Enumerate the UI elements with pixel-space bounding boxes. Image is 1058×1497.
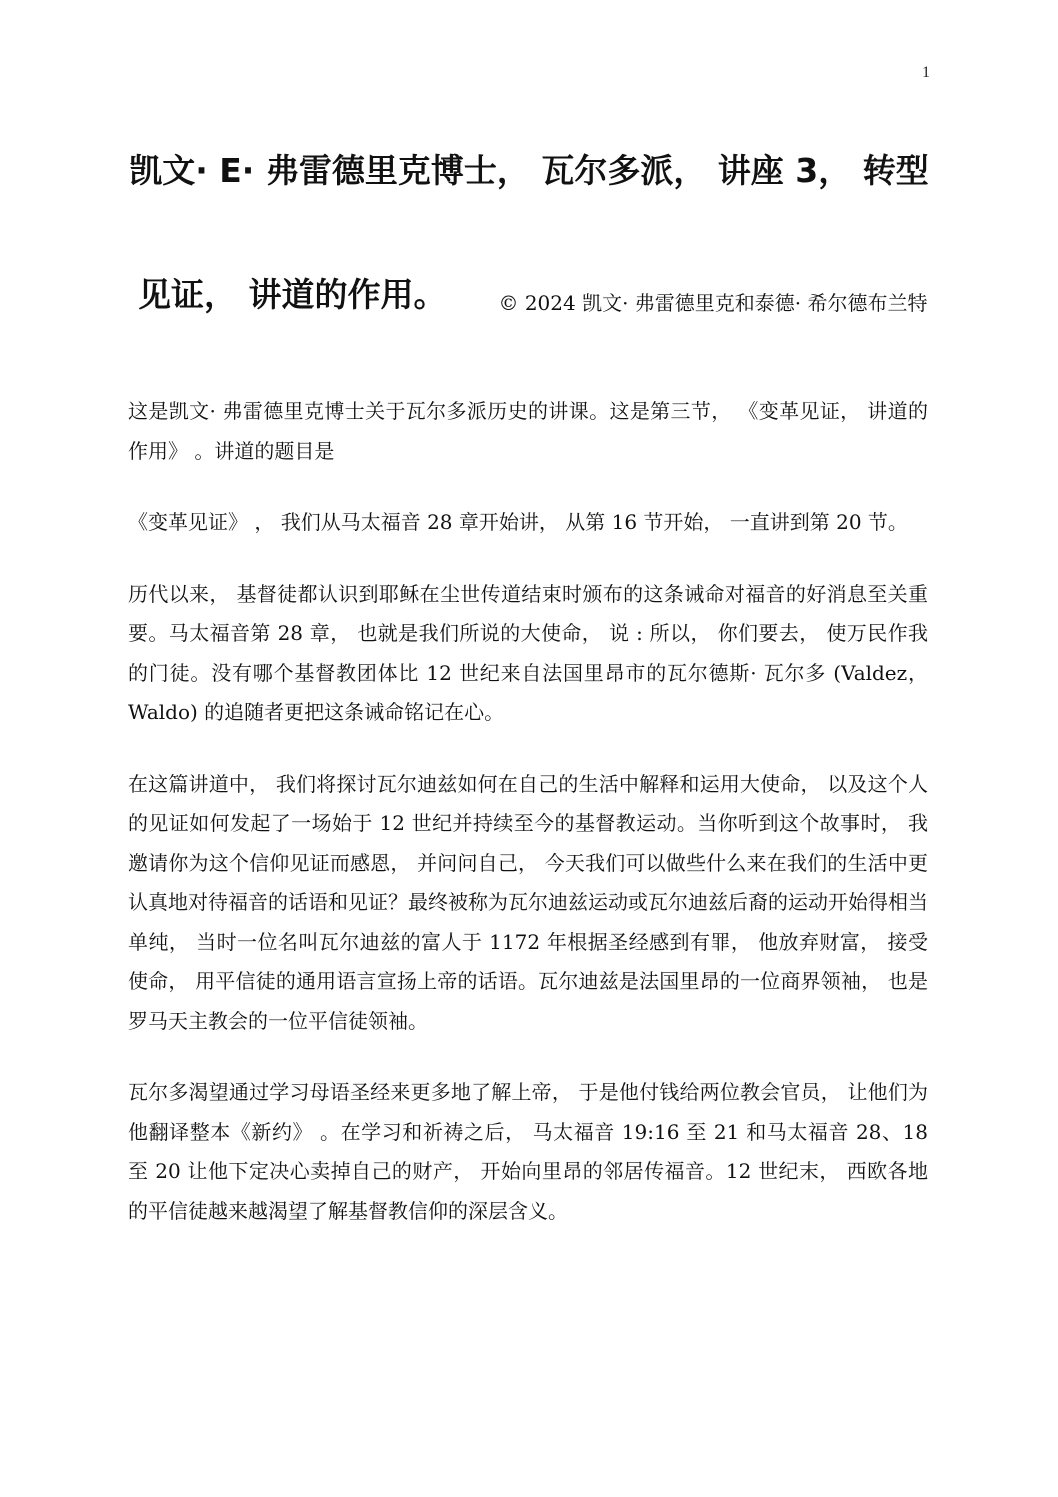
subtitle-row [138, 270, 928, 370]
document-subtitle: 见证， 讲道的作用。 [138, 275, 447, 314]
document-title: 凯文· E· 弗雷德里克博士， 瓦尔多派， 讲座 3， 转型 [129, 151, 929, 190]
paragraph-intro: 这是凯文· 弗雷德里克博士关于瓦尔多派历史的讲课。这是第三节， 《变革见证， 讲道的作用》 。讲道的题目是 [128, 399, 928, 463]
document-body [128, 392, 928, 1263]
paragraph-waldo-translation: 瓦尔多渴望通过学习母语圣经来更多地了解上帝， 于是他付钱给两位教会官员， 让他们为他翻译整本《新约》 。在学习和祈祷之后， 马太福音 19:16 至 21 和马太福音 28、18 至 20 让他下定决心卖掉自己的财产， 开始向里昂的邻居传福音。12 世纪末， 西欧各地的平信徒越来越渴望了解基督教信仰的深层含义。 [128, 1080, 928, 1223]
paragraph-valdez-movement: 在这篇讲道中， 我们将探讨瓦尔迪兹如何在自己的生活中解释和运用大使命， 以及这个人的见证如何发起了一场始于 12 世纪并持续至今的基督教运动。当你听到这个故事时， 我邀请你为这个信仰见证而感恩， 并问问自己， 今天我们可以做些什么来在我们的生活中更认真地对待福音的话语和见证？最终被称为瓦尔迪兹运动或瓦尔迪兹后裔的运动开始得相当单纯， 当时一位名叫瓦尔迪兹的富人于 1172 年根据圣经感到有罪， 他放弃财富， 接受使命， 用平信徒的通用语言宣扬上帝的话语。瓦尔迪兹是法国里昂的一位商界领袖， 也是罗马天主教会的一位平信徒领袖。 [128, 771, 928, 1033]
copyright-notice: © 2024 凯文· 弗雷德里克和泰德· 希尔德布兰特 [498, 291, 928, 315]
paragraph-scripture: 《变革见证》 ， 我们从马太福音 28 章开始讲， 从第 16 节开始， 一直讲到第 20 节。 [128, 510, 908, 534]
page-number: 1 [922, 64, 930, 81]
paragraph-great-commission: 历代以来， 基督徒都认识到耶稣在尘世传道结束时颁布的这条诫命对福音的好消息至关重要。马太福音第 28 章， 也就是我们所说的大使命， 说 : 所以， 你们要去， 使万民作我的门徒。没有哪个基督教团体比 12 世纪来自法国里昂市的瓦尔德斯· 瓦尔多 (Valdez， Waldo) 的追随者更把这条诫命铭记在心。 [128, 581, 928, 724]
